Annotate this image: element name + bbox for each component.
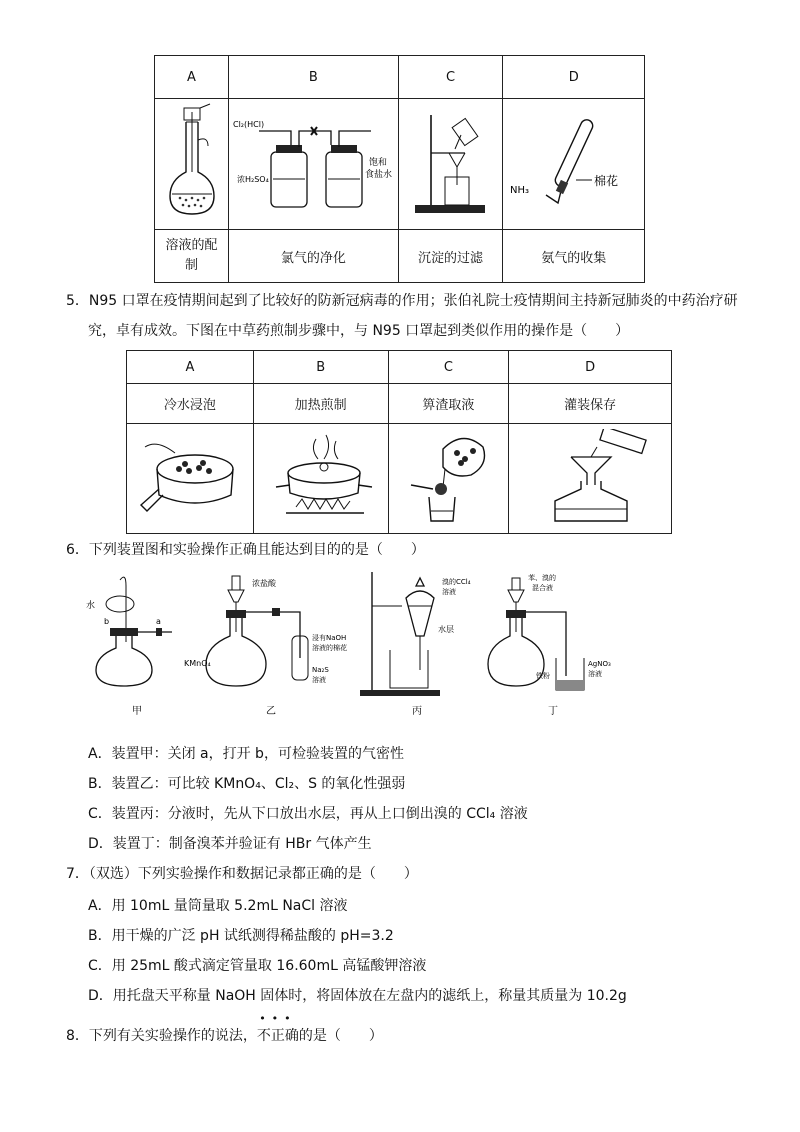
- q6-option-a: A．装置甲：关闭 a，打开 b，可检验装置的气密性: [88, 746, 404, 762]
- step-cold-soak: 冷水浸泡: [127, 384, 254, 424]
- q8-stem: [66, 1012, 383, 1046]
- caption-precipitate-filtration: 沉淀的过滤: [398, 230, 503, 283]
- yi-kmno4-label: KMnO₄: [184, 659, 211, 668]
- q8-emphasis: ••• 不正确: [256, 1012, 299, 1044]
- ding-mixture-label-1: 苯、溴的: [528, 574, 556, 582]
- table1-header-b: B: [229, 56, 399, 99]
- brine-label-2: 食盐水: [364, 170, 392, 180]
- caption-ding: 丁: [548, 706, 558, 717]
- q6-stem: 6．下列装置图和实验操作正确且能达到目的的是（ ）: [66, 542, 425, 558]
- strain-liquid-figure: [388, 424, 509, 534]
- apparatus-table: [154, 55, 645, 283]
- caption-chlorine-purification: 氯气的净化: [229, 230, 399, 283]
- q8-prefix: 8．下列有关实验操作的说法，: [66, 1028, 257, 1044]
- q5-header-c: C: [388, 351, 509, 384]
- brine-label-1: 饱和: [368, 158, 387, 168]
- q5-header-b: B: [253, 351, 388, 384]
- bing-water-label: 水层: [438, 625, 454, 634]
- jia-water-label: 水: [86, 601, 96, 611]
- jia-b-label: b: [104, 617, 110, 626]
- q7-stem: 7．（双选）下列实验操作和数据记录都正确的是（ ）: [66, 866, 418, 882]
- step-heat-decoct: 加热煎制: [253, 384, 388, 424]
- caption-solution-prep: 溶液的配制: [155, 230, 229, 283]
- yi-hcl-label: 浓盐酸: [252, 579, 276, 588]
- ding-mixture-label-2: 混合液: [532, 584, 553, 592]
- caption-yi: 乙: [266, 706, 276, 717]
- table1-header-c: C: [398, 56, 503, 99]
- yi-na2s-label-2: 溶液: [312, 676, 326, 684]
- conc-sulfuric-label: 浓H₂SO₄: [236, 175, 269, 184]
- step-bottle-store: 灌装保存: [509, 384, 672, 424]
- q8-suffix: 的是（ ）: [298, 1028, 383, 1044]
- bing-solution-label-2: 溶液: [442, 588, 456, 596]
- bing-solution-label-1: 溴的CCl₄: [442, 578, 471, 586]
- apparatus-yi-figure: [184, 576, 347, 717]
- caption-ammonia-collection: 氨气的收集: [503, 230, 645, 283]
- jia-a-label: a: [156, 617, 161, 626]
- chlorine-gas-label: Cl₂(HCl): [232, 120, 264, 129]
- table1-header-a: A: [155, 56, 229, 99]
- chlorine-purification-figure: [229, 99, 399, 230]
- cold-soak-figure: [127, 424, 254, 534]
- q6-option-d: D．装置丁：制备溴苯并验证有 HBr 气体产生: [88, 836, 372, 852]
- volumetric-flask-figure: [155, 99, 229, 230]
- q5-header-a: A: [127, 351, 254, 384]
- caption-bing: 丙: [412, 706, 422, 717]
- heat-decoct-figure: [253, 424, 388, 534]
- cotton-label: 棉花: [594, 173, 619, 188]
- q6-option-b: B．装置乙：可比较 KMnO₄、Cl₂、S 的氧化性强弱: [88, 776, 406, 792]
- q8-emphasis-text: 不正确: [256, 1028, 299, 1044]
- ding-agno3-label-1: AgNO₃: [588, 660, 611, 668]
- q6-apparatus-figures: [80, 566, 660, 726]
- q5-stem-line1: 5．N95 口罩在疫情期间起到了比较好的防新冠病毒的作用；张伯礼院士疫情期间主持新冠肺炎的中药治疗研: [66, 293, 738, 309]
- step-strain-liquid: 箅渣取液: [388, 384, 509, 424]
- apparatus-bing-figure: [360, 572, 471, 717]
- table1-header-d: D: [503, 56, 645, 99]
- q7-option-a: A．用 10mL 量筒量取 5.2mL NaCl 溶液: [88, 898, 348, 914]
- yi-cotton-label-1: 浸有NaOH: [312, 634, 347, 642]
- q7-option-b: B．用干燥的广泛 pH 试纸测得稀盐酸的 pH=3.2: [88, 928, 394, 944]
- herbal-steps-table: [126, 350, 672, 534]
- q6-option-c: C．装置丙：分液时，先从下口放出水层，再从上口倒出溴的 CCl₄ 溶液: [88, 806, 528, 822]
- ammonia-collection-figure: [503, 99, 645, 230]
- apparatus-jia-figure: [86, 577, 172, 717]
- yi-na2s-label-1: Na₂S: [312, 666, 329, 674]
- q7-option-c: C．用 25mL 酸式滴定管量取 16.60mL 高锰酸钾溶液: [88, 958, 427, 974]
- ding-fe-label: 铁粉: [536, 672, 550, 680]
- ding-agno3-label-2: 溶液: [588, 670, 602, 678]
- ammonia-label: NH₃: [510, 184, 530, 196]
- yi-cotton-label-2: 溶液的棉花: [312, 644, 347, 652]
- q5-header-d: D: [509, 351, 672, 384]
- q7-option-d: D．用托盘天平称量 NaOH 固体时，将固体放在左盘内的滤纸上，称量其质量为 10.2g: [88, 988, 627, 1004]
- bottle-store-figure: [509, 424, 672, 534]
- caption-jia: 甲: [132, 706, 142, 717]
- q5-stem-line2: 究，卓有成效。下图在中草药煎制步骤中，与 N95 口罩起到类似作用的操作是（ ）: [88, 323, 630, 339]
- filtration-figure: [398, 99, 503, 230]
- apparatus-ding-figure: [488, 573, 611, 717]
